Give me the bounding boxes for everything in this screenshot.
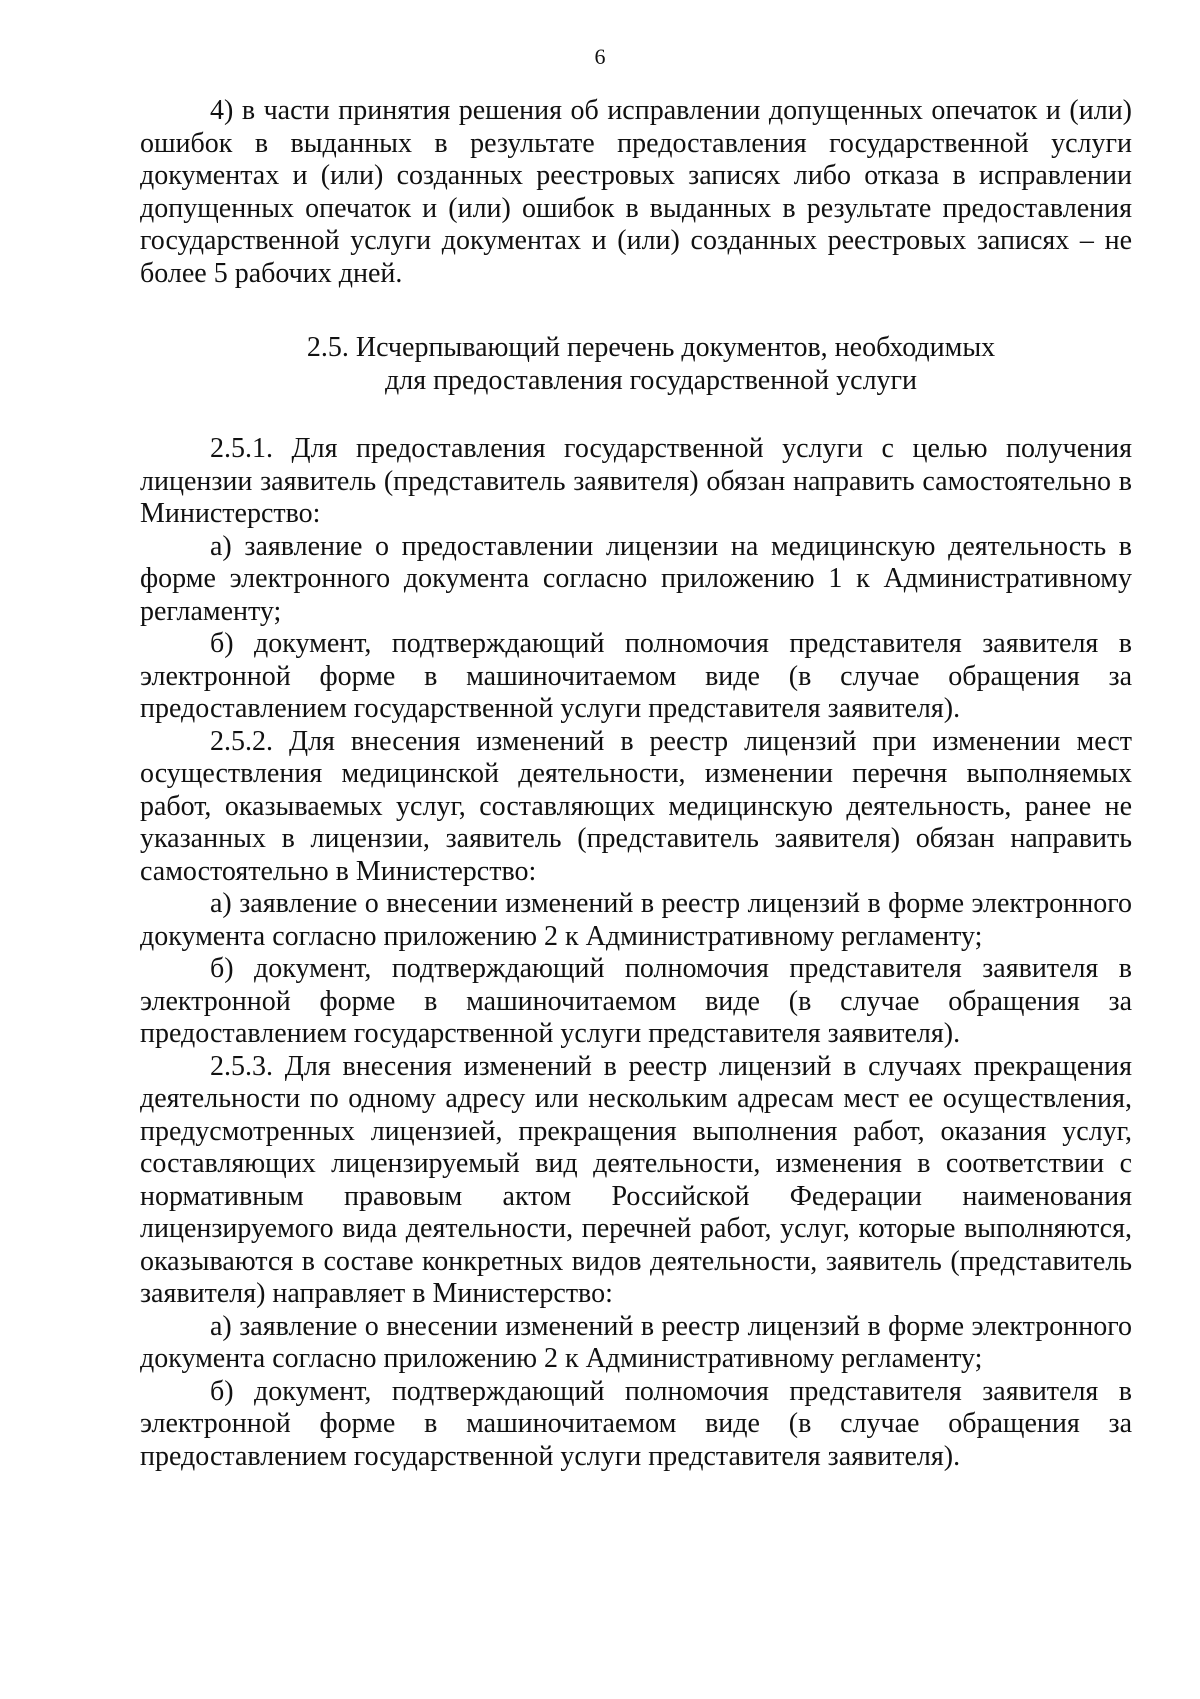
section-heading-2-5: [140, 332, 1132, 397]
page-number: 6: [594, 44, 606, 69]
paragraph-2-5-2-a: а) заявление о внесении изменений в реестр лицензий в форме электронного документа согласно приложению 2 к Административному регламенту;: [140, 888, 1132, 952]
paragraph-2-5-1-a: а) заявление о предоставлении лицензии на медицинскую деятельность в форме электронного документа согласно приложению 1 к Административному регламенту;: [140, 530, 1132, 627]
paragraph-2-5-2: 2.5.2. Для внесения изменений в реестр лицензий при изменении мест осуществления медицинской деятельности, изменении перечня выполняемых работ, оказываемых услуг, составляющих медицинскую деятельность, ранее не указанных в лицензии, заявитель (представитель заявителя) обязан направить самостоятельно в Министерство:: [140, 725, 1132, 887]
paragraph-2-5-1: 2.5.1. Для предоставления государственной услуги с целью получения лицензии заявитель (представитель заявителя) обязан направить самостоятельно в Министерство:: [140, 433, 1132, 529]
paragraph-2-5-3-b: б) документ, подтверждающий полномочия представителя заявителя в электронной форме в машиночитаемом виде (в случае обращения за предоставлением государственной услуги представителя заявителя).: [140, 1375, 1132, 1472]
section-heading-line-1: 2.5. Исчерпывающий перечень документов, необходимых: [306, 332, 996, 363]
paragraph-2-5-1-b: б) документ, подтверждающий полномочия представителя заявителя в электронной форме в машиночитаемом виде (в случае обращения за предоставлением государственной услуги представителя заявителя).: [140, 628, 1132, 724]
paragraph-4-deadline: 4) в части принятия решения об исправлении допущенных опечаток и (или) ошибок в выданных в результате предоставления государственной услуги документах и (или) созданных реестровых записях либо отказа в исправлении допущенных опечаток и (или) ошибок в выданных в результате предоставления государственной услуги документах и (или) созданных реестровых записях – не более 5 рабочих дней.: [140, 95, 1132, 289]
paragraph-2-5-2-b: б) документ, подтверждающий полномочия представителя заявителя в электронной форме в машиночитаемом виде (в случае обращения за предоставлением государственной услуги представителя заявителя).: [140, 953, 1132, 1049]
section-heading-line-2: для предоставления государственной услуги: [384, 364, 918, 396]
paragraph-2-5-3: 2.5.3. Для внесения изменений в реестр лицензий в случаях прекращения деятельности по одному адресу или нескольким адресам мест ее осуществления, предусмотренных лицензией, прекращения выполнения работ, оказания услуг, составляющих лицензируемый вид деятельности, изменения в соответствии с нормативным правовым актом Российской Федерации наименования лицензируемого вида деятельности, перечней работ, услуг, которые выполняются, оказываются в составе конкретных видов деятельности, заявитель (представитель заявителя) направляет в Министерство:: [140, 1050, 1132, 1309]
document-body: [140, 95, 1132, 1473]
paragraph-2-5-3-a: а) заявление о внесении изменений в реестр лицензий в форме электронного документа согласно приложению 2 к Административному регламенту;: [140, 1310, 1132, 1374]
